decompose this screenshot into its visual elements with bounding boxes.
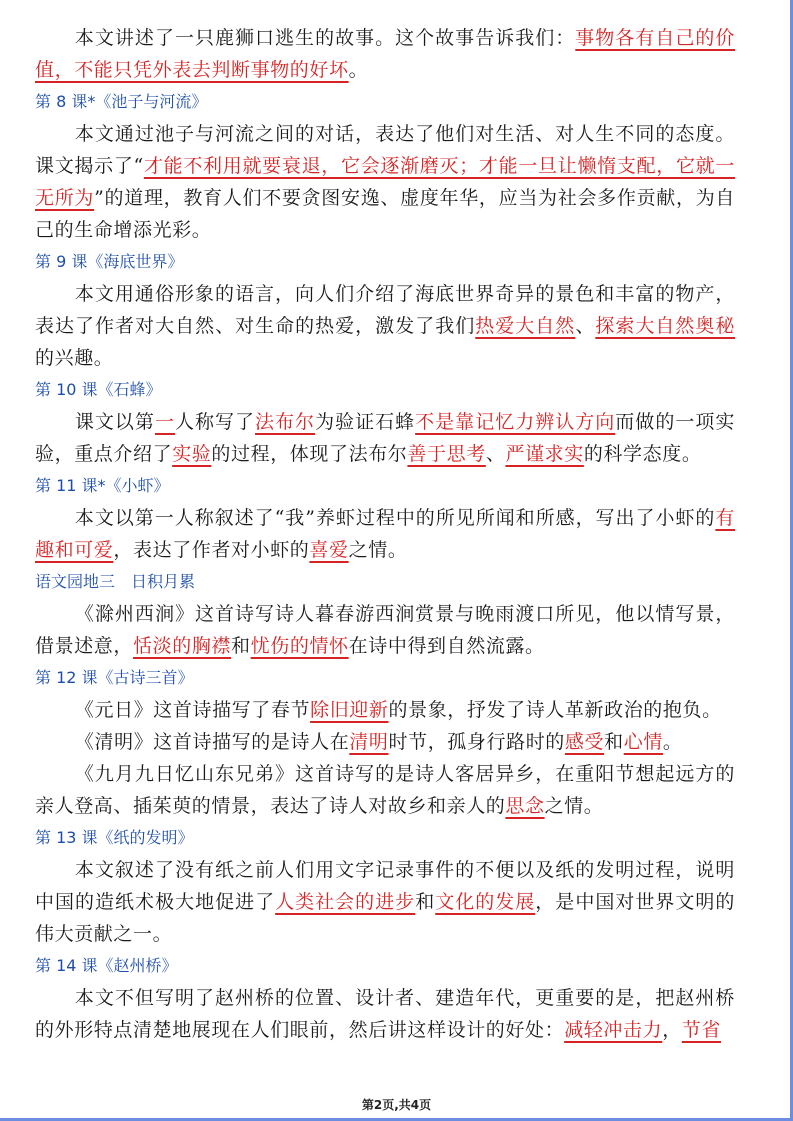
summary-paragraph xyxy=(35,278,735,374)
paragraph-text: ， xyxy=(662,1019,682,1041)
summary-paragraph xyxy=(35,406,735,470)
paragraph-text: 之情。 xyxy=(348,539,408,561)
key-point-highlight: 心情 xyxy=(623,731,663,753)
key-point-highlight: 热爱大自然 xyxy=(475,315,576,337)
page-footer: 第2页,共4页 xyxy=(361,1098,432,1112)
summary-paragraph xyxy=(35,694,735,726)
paragraph-text: 、 xyxy=(485,443,506,465)
paragraph-text: 的科学态度。 xyxy=(583,443,702,465)
key-point-highlight: 喜爱 xyxy=(309,539,349,561)
summary-paragraph xyxy=(35,726,735,758)
paragraph-text: 时节，孤身行路时的 xyxy=(388,731,565,753)
paragraph-text: 的景象，抒发了诗人革新政治的抱负。 xyxy=(388,699,722,721)
key-point-highlight: 才能不利用就要衰退，它会逐渐磨灭；才能一旦让懒惰支配，它就一无所为 xyxy=(35,155,735,209)
paragraph-text: 本文不但写明了赵州桥的位置、设计者、建造年代，更重要的是，把赵州桥的外形特点清楚地展现在人们眼前，然后讲这样设计的好处： xyxy=(35,987,735,1041)
summary-paragraph xyxy=(35,982,735,1046)
key-point-highlight: 恬淡的胸襟 xyxy=(133,635,232,657)
key-point-highlight: 一 xyxy=(154,411,175,433)
paragraph-text: 的兴趣。 xyxy=(35,347,114,369)
key-point-highlight: 有趣和可爱 xyxy=(35,507,735,561)
paragraph-text: 和 xyxy=(604,731,624,753)
key-point-highlight: 思念 xyxy=(505,795,545,817)
paragraph-text: 《清明》这首诗描写的是诗人在 xyxy=(74,731,350,753)
paragraph-text: 本文用通俗形象的语言，向人们介绍了海底世界奇异的景色和丰富的物产，表达了作者对大自然、对生命的热爱，激发了我们 xyxy=(35,283,735,337)
key-point-highlight: 法布尔 xyxy=(255,411,316,433)
lesson-heading: 语文园地三 日积月累 xyxy=(35,572,196,591)
paragraph-text: 。 xyxy=(348,59,369,81)
summary-paragraph xyxy=(35,598,735,662)
lesson-heading: 第 11 课*《小虾》 xyxy=(35,476,170,495)
paragraph-text: 《滁州西涧》这首诗写诗人暮春游西涧赏景与晚雨渡口所见，他以情写景，借景述意， xyxy=(35,603,735,657)
key-point-highlight: 不是靠记忆力辨认方向 xyxy=(415,411,616,433)
paragraph-text: 。 xyxy=(662,731,683,753)
summary-paragraph xyxy=(35,854,735,950)
key-point-highlight: 严谨求实 xyxy=(505,443,584,465)
paragraph-text: 在诗中得到自然流露。 xyxy=(348,635,545,657)
summary-paragraph xyxy=(35,118,735,246)
paragraph-text: ，表达了作者对小虾的 xyxy=(113,539,310,561)
paragraph-text: 人称写了 xyxy=(174,411,256,433)
summary-paragraph xyxy=(35,502,735,566)
paragraph-text: ”的道理，教育人们不要贪图安逸、虚度年华，应当为社会多作贡献，为自己的生命增添光彩。 xyxy=(35,187,735,241)
paragraph-text: 为验证石蜂 xyxy=(315,411,416,433)
paragraph-text: ，是中国对世界文明的伟大贡献之一。 xyxy=(35,891,735,945)
lesson-heading: 第 12 课《古诗三首》 xyxy=(35,668,194,687)
key-point-highlight: 除旧迎新 xyxy=(310,699,389,721)
key-point-highlight: 人类社会的进步 xyxy=(275,891,416,913)
paragraph-text: 《九月九日忆山东兄弟》这首诗写的是诗人客居异乡，在重阳节想起远方的亲人登高、插茱萸的情景，表达了诗人对故乡和亲人的 xyxy=(35,763,735,817)
key-point-highlight: 实验 xyxy=(172,443,212,465)
paragraph-text: 课文以第 xyxy=(74,411,155,433)
paragraph-text: 和 xyxy=(231,635,251,657)
paragraph-text: 本文叙述了没有纸之前人们用文字记录事件的不便以及纸的发明过程，说明中国的造纸术极大地促进了 xyxy=(35,859,735,913)
paragraph-text: 本文以第一人称叙述了“我”养虾过程中的所见所闻和所感，写出了小虾的 xyxy=(74,507,716,529)
lesson-heading: 第 9 课《海底世界》 xyxy=(35,252,184,271)
paragraph-text: 的过程，体现了法布尔 xyxy=(211,443,408,465)
key-point-highlight: 清明 xyxy=(349,731,389,753)
summary-paragraph xyxy=(35,22,735,86)
paragraph-text: 本文通过池子与河流之间的对话，表达了他们对生活、对人生不同的态度。课文揭示了“ xyxy=(35,123,735,177)
paragraph-text: 《元日》这首诗描写了春节 xyxy=(74,699,311,721)
lesson-heading: 第 8 课*《池子与河流》 xyxy=(35,92,208,111)
key-point-highlight: 节省 xyxy=(681,1019,722,1041)
paragraph-text: 、 xyxy=(575,315,596,337)
paragraph-text: 本文讲述了一只鹿狮口逃生的故事。这个故事告诉我们： xyxy=(74,27,576,49)
paragraph-text: 和 xyxy=(415,891,436,913)
key-point-highlight: 探索大自然奥秘 xyxy=(595,315,735,337)
key-point-highlight: 忧伤的情怀 xyxy=(250,635,349,657)
paragraph-text: 之情。 xyxy=(544,795,604,817)
summary-paragraph xyxy=(35,758,735,822)
paragraph-text: 而做的一项实验，重点介绍了 xyxy=(35,411,735,465)
key-point-highlight: 感受 xyxy=(564,731,605,753)
lesson-heading: 第 10 课《石蜂》 xyxy=(35,380,162,399)
key-point-highlight: 文化的发展 xyxy=(435,891,536,913)
key-point-highlight: 事物各有自己的价值，不能只凭外表去判断事物的好坏 xyxy=(35,27,735,81)
document-body xyxy=(35,22,735,1046)
key-point-highlight: 善于思考 xyxy=(407,443,486,465)
key-point-highlight: 减轻冲击力 xyxy=(564,1019,663,1041)
lesson-heading: 第 14 课《赵州桥》 xyxy=(35,956,178,975)
lesson-heading: 第 13 课《纸的发明》 xyxy=(35,828,194,847)
